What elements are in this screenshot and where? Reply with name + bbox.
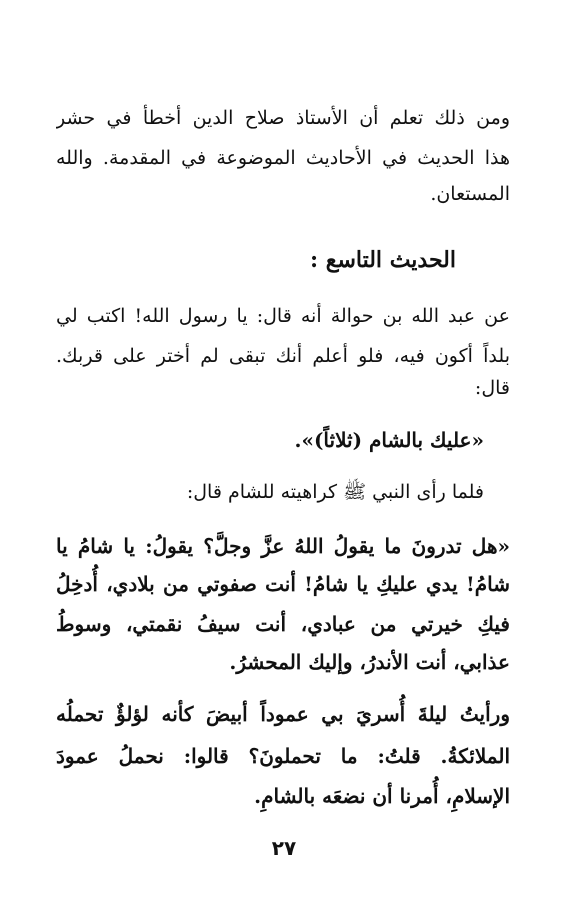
- narration-line-2: بلداً أكون فيه، فلو أعلم أنك تبقى لم أختر على قربك.: [56, 345, 510, 367]
- page-number: ٢٧: [271, 836, 297, 860]
- hadith-line-2: شامُ! يدي عليكِ يا شامُ! أنت صفوتي من بلادي، أُدخِلُ: [56, 572, 510, 596]
- intro-line-2: هذا الحديث في الأحاديث الموضوعة في المقدمة. والله: [56, 147, 510, 169]
- continuation-line-3: الإسلامِ، أُمرنا أن نضعَه بالشامِ.: [254, 784, 510, 808]
- hadith-line-1: «هل تدرونَ ما يقولُ اللهُ عزَّ وجلَّ؟ يقولُ: يا شامُ يا: [56, 534, 510, 558]
- intro-line-1: ومن ذلك تعلم أن الأستاذ صلاح الدين أخطأ في حشر: [56, 107, 510, 129]
- continuation-line-1: ورأيتُ ليلةَ أُسريَ بي عموداً أبيضَ كأنه لؤلؤٌ تحملُه: [56, 702, 510, 726]
- transition-line: فلما رأى النبي ﷺ كراهيته للشام قال:: [186, 481, 484, 503]
- narration-line-1: عن عبد الله بن حوالة أنه قال: يا رسول الله! اكتب لي: [56, 305, 510, 327]
- intro-line-3: المستعان.: [430, 183, 510, 205]
- hadith-line-3: فيكِ خيرتي من عبادي، أنت سيفُ نقمتي، وسوطُ: [56, 612, 510, 636]
- narration-line-3: قال:: [474, 377, 510, 399]
- continuation-line-2: الملائكةُ. قلتُ: ما تحملونَ؟ قالوا: نحملُ عمودَ: [56, 744, 510, 768]
- hadith-line-4: عذابي، أنت الأندرُ، وإليك المحشرُ.: [229, 650, 510, 674]
- first-quote: «عليك بالشام (ثلاثاً)».: [294, 428, 484, 452]
- section-heading: الحديث التاسع :: [309, 247, 456, 273]
